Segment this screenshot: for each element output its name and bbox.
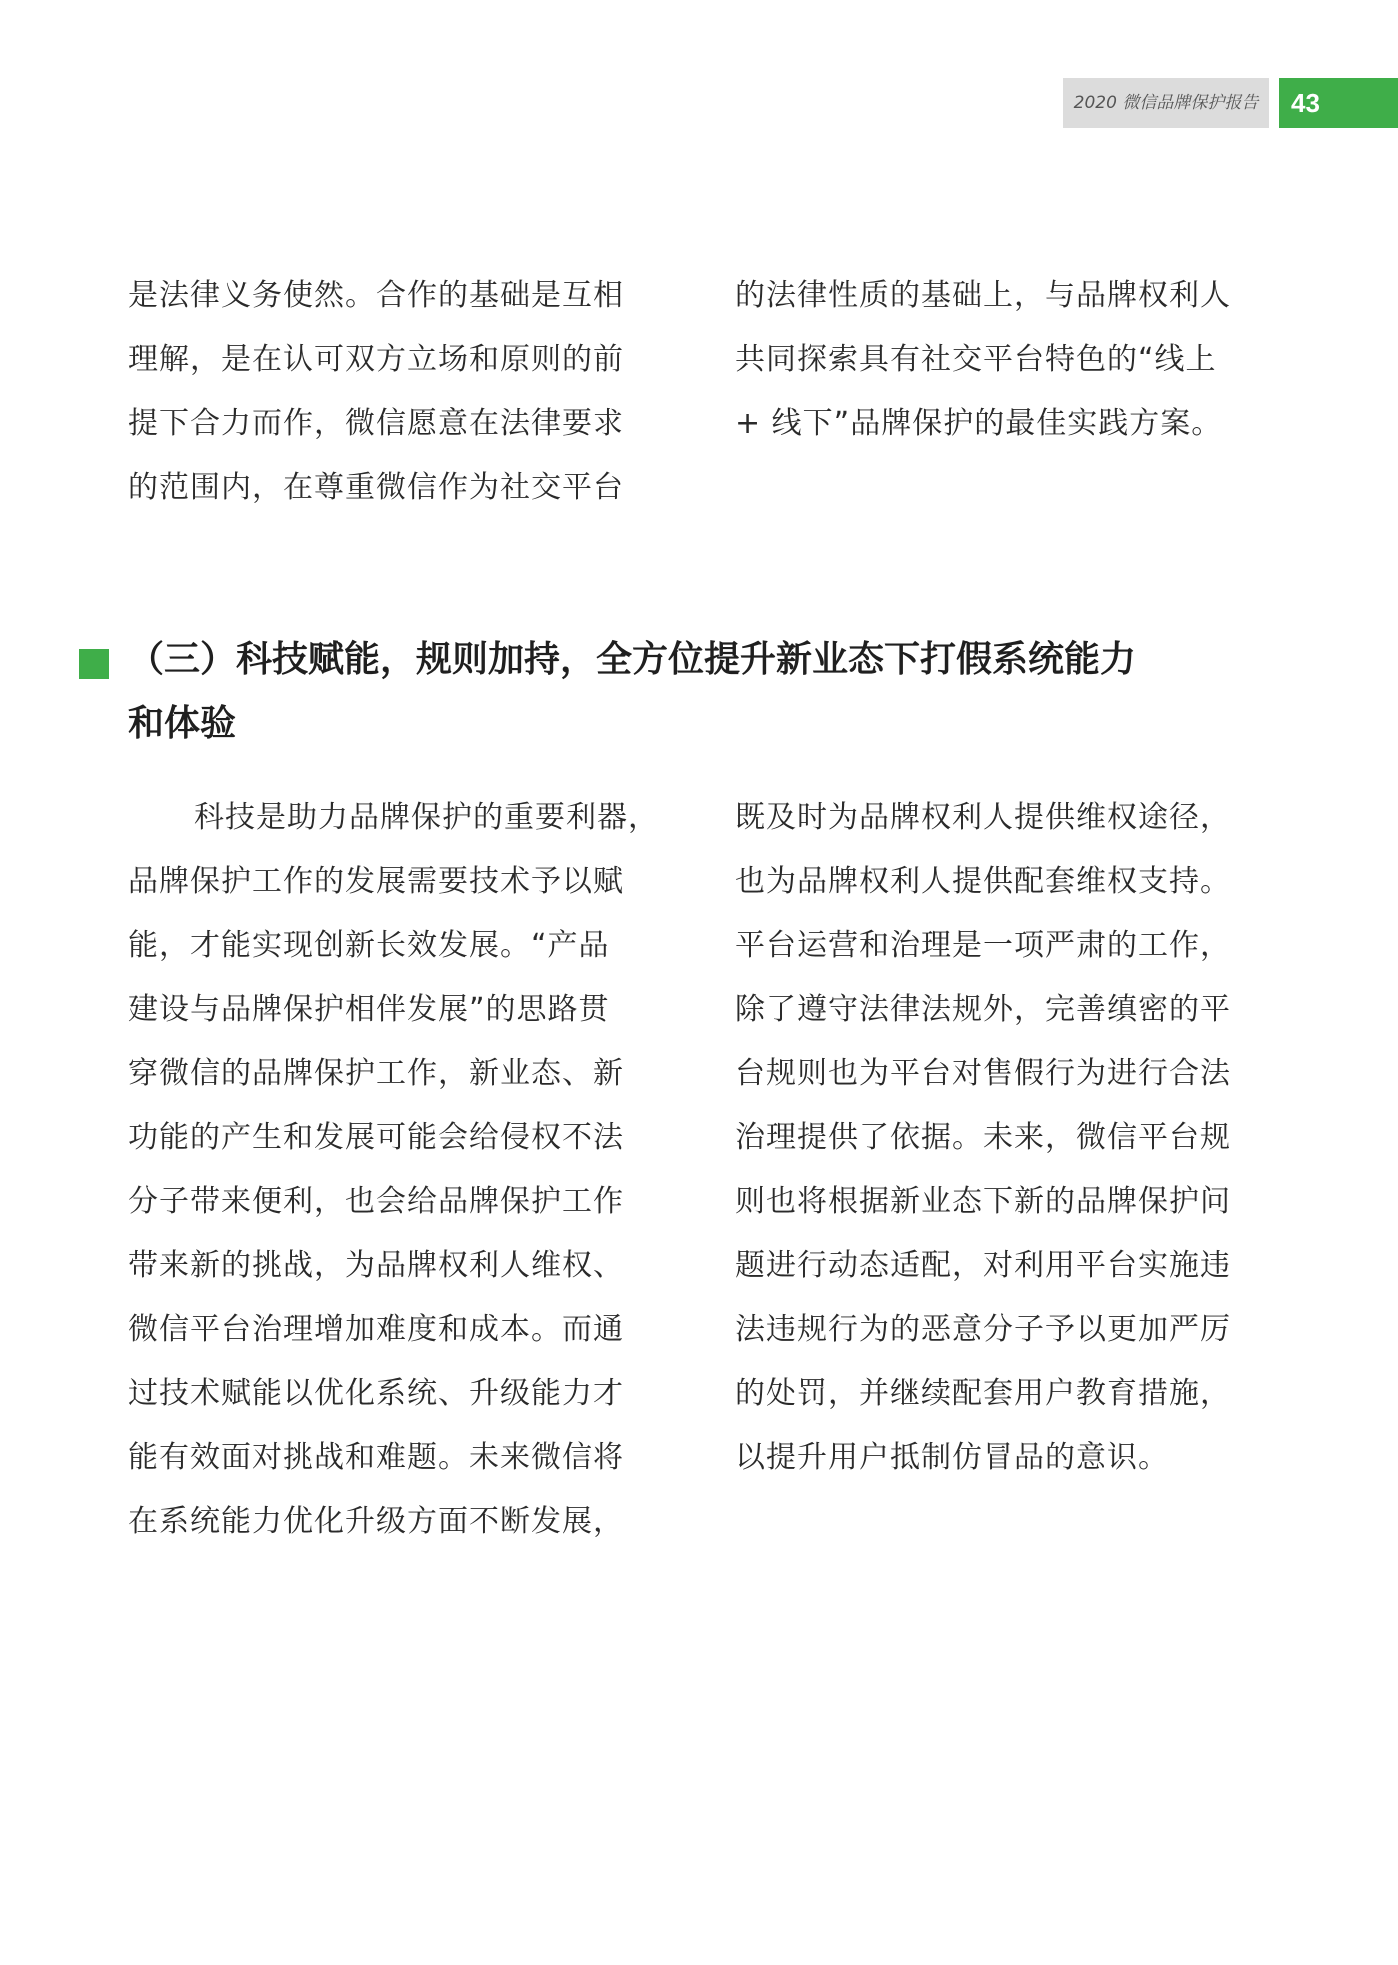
paragraph-line: 治理提供了依据。未来，微信平台规 <box>735 1120 1231 1155</box>
paragraph-line: 则也将根据新业态下新的品牌保护问 <box>735 1184 1231 1219</box>
paragraph-line: 既及时为品牌权利人提供维权途径， <box>735 800 1231 835</box>
paragraph-line: 能有效面对挑战和难题。未来微信将 <box>128 1440 624 1475</box>
paragraph-line: 在系统能力优化升级方面不断发展， <box>128 1504 624 1539</box>
paragraph-line: 以提升用户抵制仿冒品的意识。 <box>735 1440 1169 1475</box>
paragraph-line: 也为品牌权利人提供配套维权支持。 <box>735 864 1231 899</box>
paragraph-line: 是法律义务使然。合作的基础是互相 <box>128 278 624 313</box>
paragraph-line: + 线下”品牌保护的最佳实践方案。 <box>735 406 1223 441</box>
page-number: 43 <box>1279 78 1398 128</box>
paragraph-line: 带来新的挑战，为品牌权利人维权、 <box>128 1248 624 1283</box>
paragraph-line: 科技是助力品牌保护的重要利器， <box>194 800 659 835</box>
paragraph-line: 品牌保护工作的发展需要技术予以赋 <box>128 864 624 899</box>
paragraph-line: 建设与品牌保护相伴发展”的思路贯 <box>128 992 610 1027</box>
paragraph-line: 穿微信的品牌保护工作，新业态、新 <box>128 1056 624 1091</box>
paragraph-line: 的处罚，并继续配套用户教育措施， <box>735 1376 1231 1411</box>
section-heading-line: （三）科技赋能，规则加持，全方位提升新业态下打假系统能力 <box>128 639 1137 680</box>
top-left-column <box>128 264 624 520</box>
paragraph-line: 分子带来便利，也会给品牌保护工作 <box>128 1184 624 1219</box>
paragraph-line: 过技术赋能以优化系统、升级能力才 <box>128 1376 624 1411</box>
paragraph-line: 平台运营和治理是一项严肃的工作， <box>735 928 1231 963</box>
paragraph-line: 微信平台治理增加难度和成本。而通 <box>128 1312 624 1347</box>
paragraph-line: 提下合力而作，微信愿意在法律要求 <box>128 406 624 441</box>
top-right-column <box>735 264 1231 456</box>
paragraph-line: 功能的产生和发展可能会给侵权不法 <box>128 1120 624 1155</box>
paragraph-line: 除了遵守法律法规外，完善缜密的平 <box>735 992 1231 1027</box>
paragraph-line: 的法律性质的基础上，与品牌权利人 <box>735 278 1231 313</box>
paragraph-line: 共同探索具有社交平台特色的“线上 <box>735 342 1217 377</box>
section-heading-line: 和体验 <box>128 703 237 744</box>
paragraph-line: 能，才能实现创新长效发展。“产品 <box>128 928 610 963</box>
report-title-tag: 2020 微信品牌保护报告 <box>1063 78 1269 128</box>
paragraph-line: 的范围内，在尊重微信作为社交平台 <box>128 470 624 505</box>
paragraph-line: 理解，是在认可双方立场和原则的前 <box>128 342 624 377</box>
section-left-column <box>128 786 659 1554</box>
paragraph-line: 法违规行为的恶意分子予以更加严厉 <box>735 1312 1231 1347</box>
paragraph-line: 题进行动态适配，对利用平台实施违 <box>735 1248 1231 1283</box>
section-right-column <box>735 786 1231 1490</box>
paragraph-line: 台规则也为平台对售假行为进行合法 <box>735 1056 1231 1091</box>
section-heading <box>128 628 1278 756</box>
section-marker-square <box>79 649 109 679</box>
